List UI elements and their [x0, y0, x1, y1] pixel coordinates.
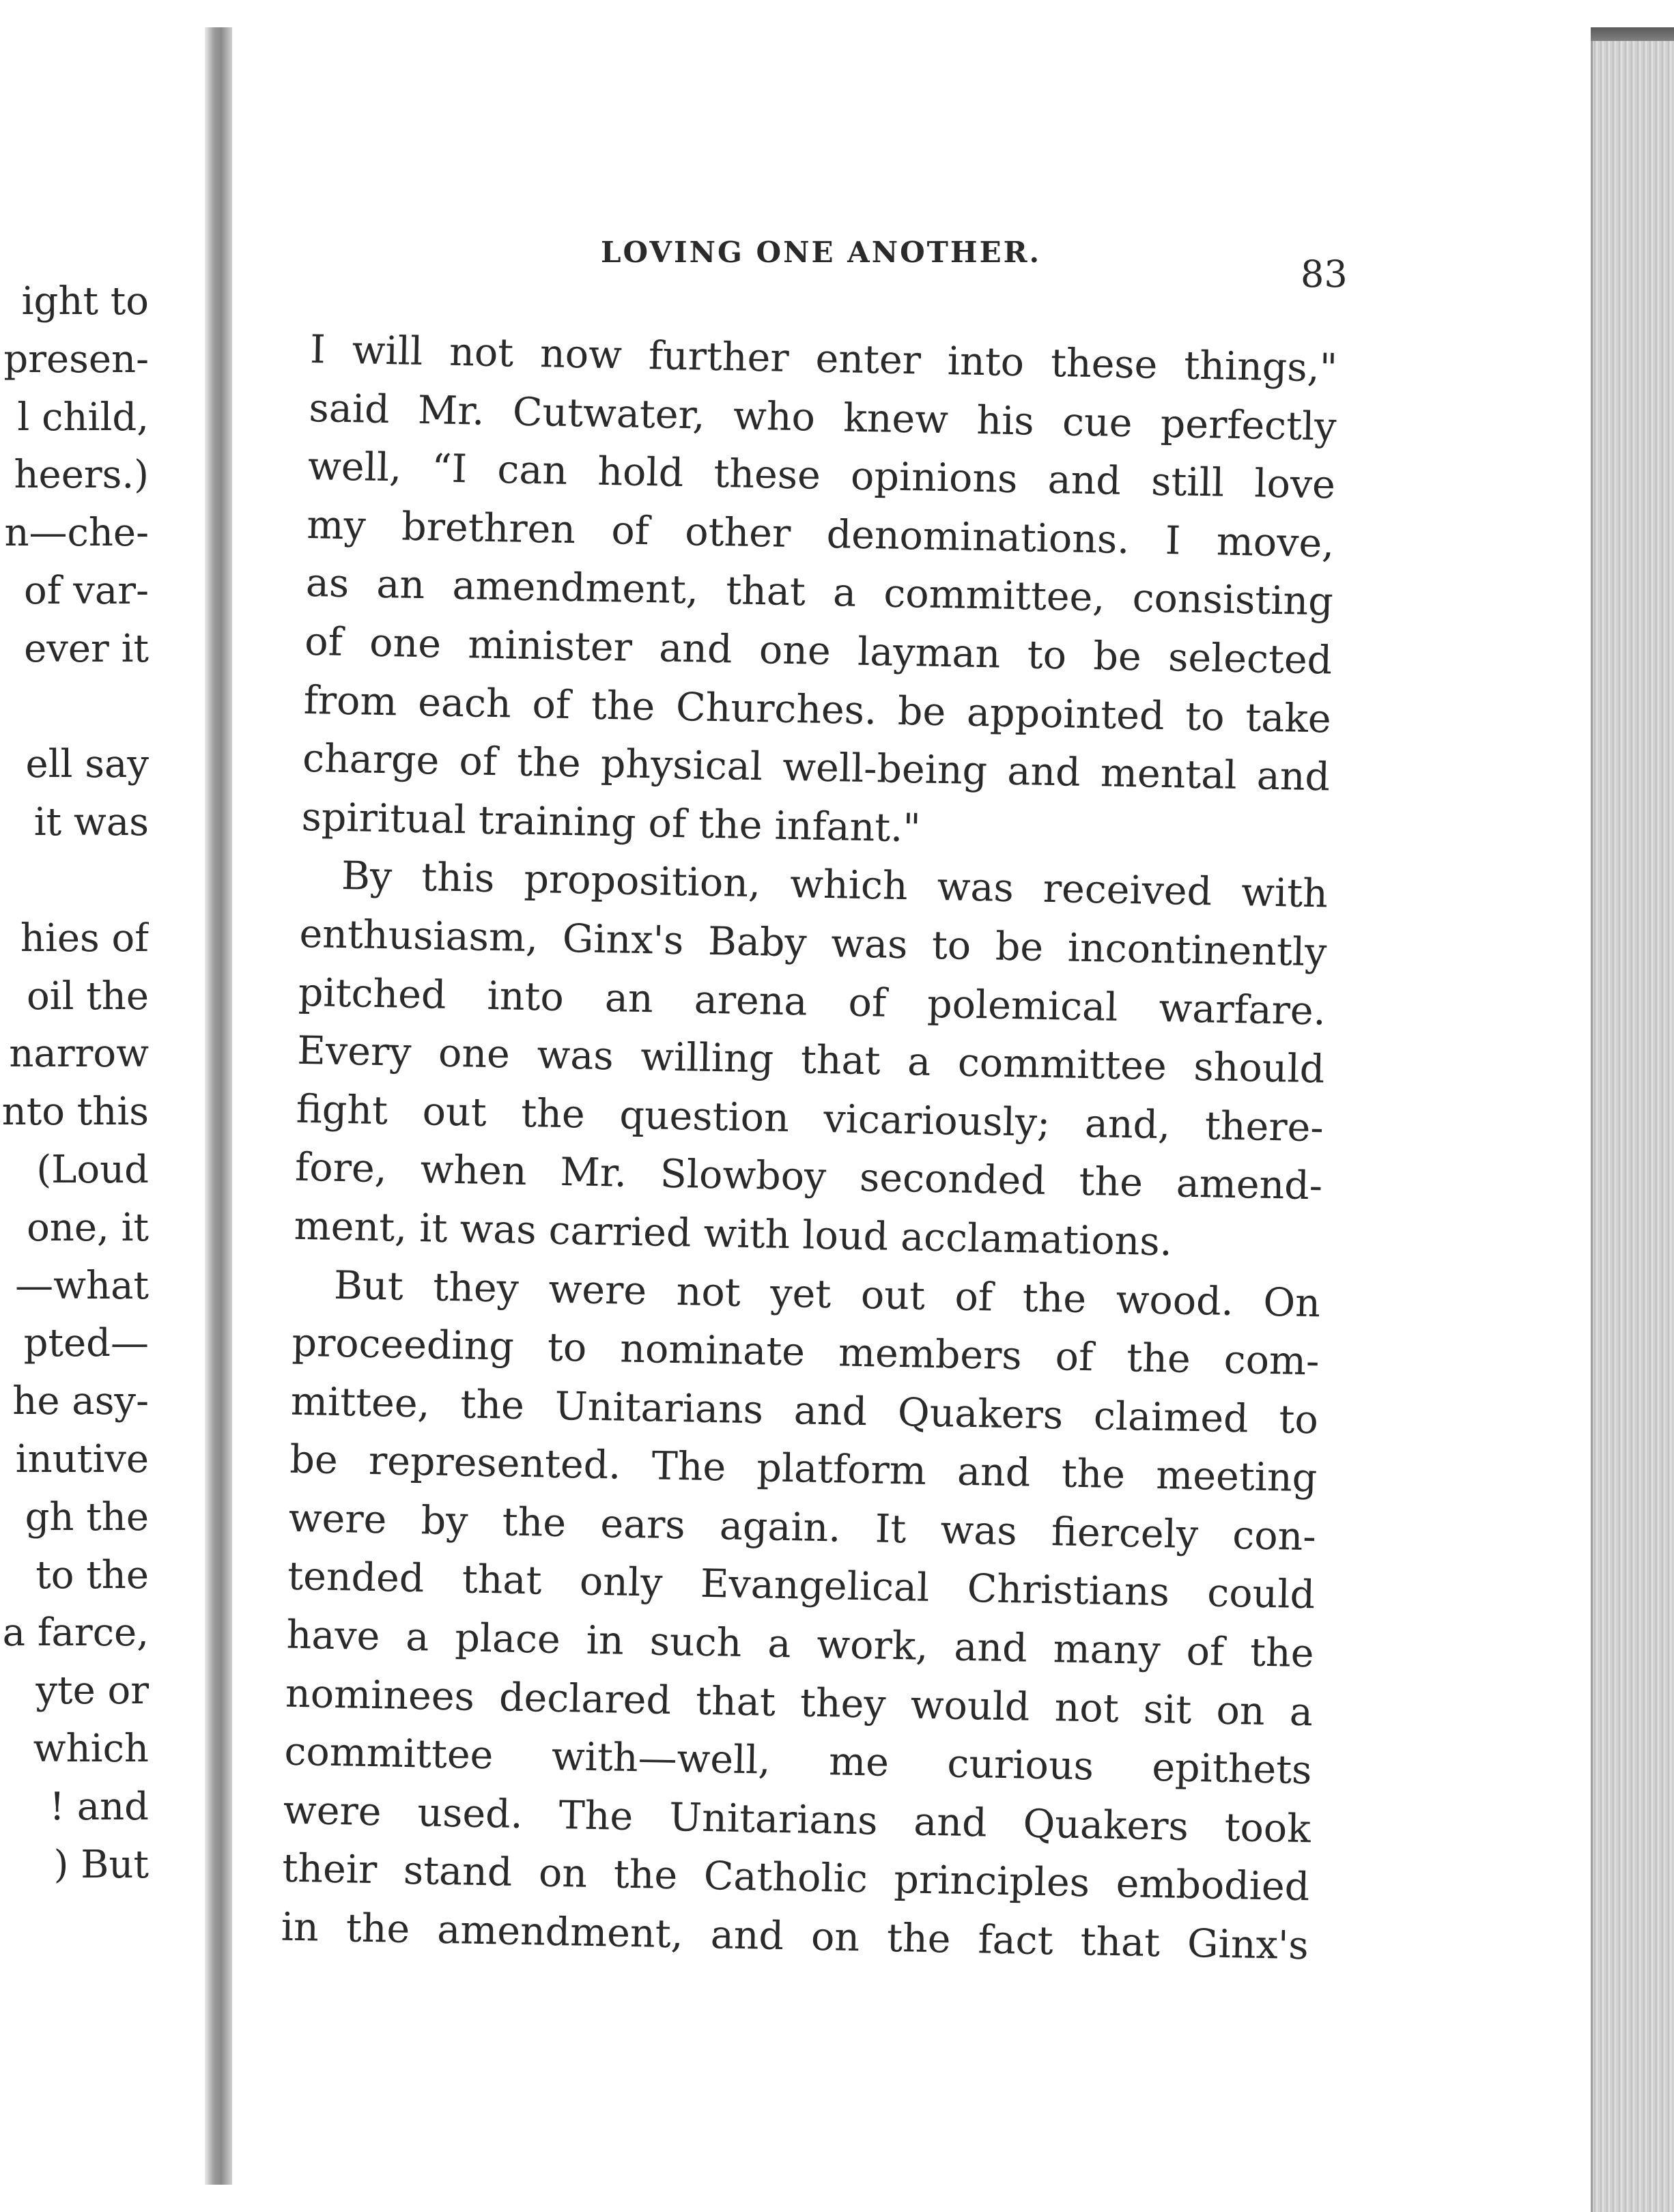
text-line: narrow [9, 1032, 149, 1077]
text-line: to the [36, 1552, 149, 1598]
text-line: well, “I can hold these opinions and still love [307, 444, 1336, 508]
text-line: By this proposition, which was received with [341, 853, 1329, 917]
text-line: committee with—well, me curious epithets [283, 1729, 1312, 1793]
text-line: he asy- [12, 1379, 149, 1424]
text-line: Every one was willing that a committee should [296, 1027, 1325, 1092]
page-body-text [281, 321, 1338, 1976]
text-line: be represented. The platform and the meeting [289, 1437, 1318, 1501]
text-line: (Loud [36, 1147, 149, 1192]
text-line: yte or [36, 1669, 149, 1714]
text-line: enthusiasm, Ginx's Baby was to be incontinently [298, 911, 1327, 976]
text-line: ever it [24, 626, 149, 671]
text-line: from each of the Churches. be appointed to take [303, 677, 1332, 742]
text-line: gh the [25, 1494, 149, 1540]
text-line: my brethren of other denominations. I move, [306, 502, 1335, 567]
text-line: I will not now further enter into these things," [309, 326, 1338, 391]
text-line: spiritual training of the infant." [301, 794, 922, 851]
text-line: nominees declared that they would not sit on a [285, 1671, 1314, 1735]
text-line: inutive [15, 1436, 149, 1481]
text-line: pitched into an arena of polemical warfare. [298, 969, 1327, 1034]
text-line: proceeding to nominate members of the com- [291, 1320, 1320, 1385]
text-line: ! and [49, 1784, 149, 1829]
text-line: presen- [3, 337, 149, 382]
text-line: fore, when Mr. Slowboy seconded the amend- [294, 1145, 1323, 1209]
text-line: hies of [20, 916, 149, 961]
text-line: it was [33, 800, 149, 845]
text-line: were used. The Unitarians and Quakers took [283, 1787, 1311, 1852]
text-line: of one minister and one layman to be selected [304, 619, 1333, 683]
previous-page-text [0, 273, 149, 1894]
text-line: oil the [26, 974, 149, 1019]
text-line: mittee, the Unitarians and Quakers claimed to [290, 1378, 1319, 1443]
text-line: in the amendment, and on the fact that Ginx's [281, 1904, 1309, 1969]
text-line: ment, it was carried with loud acclamations. [294, 1203, 1173, 1265]
text-line: one, it [27, 1205, 149, 1250]
text-line: their stand on the Catholic principles embodied [281, 1846, 1310, 1910]
text-line: But they were not yet out of the wood. On [333, 1262, 1321, 1326]
text-line: ight to [21, 279, 149, 324]
page-top-margin [0, 0, 246, 27]
text-line: —what [15, 1263, 149, 1308]
text-line: said Mr. Cutwater, who knew his cue perfectly [309, 385, 1337, 450]
previous-page-fragment [0, 0, 225, 2212]
text-line: have a place in such a work, and many of the [286, 1612, 1315, 1677]
text-line: ell say [25, 742, 149, 787]
text-line: ) But [53, 1842, 149, 1887]
book-page-edges [1591, 41, 1674, 2212]
text-line: tended that only Evangelical Christians could [287, 1554, 1316, 1618]
text-line-gap [0, 852, 149, 910]
text-line: charge of the physical well-being and mental and [302, 736, 1331, 800]
text-line: heers.) [14, 453, 149, 498]
text-line-gap [0, 679, 149, 737]
text-line: fight out the question vicariously; and, there- [296, 1086, 1324, 1151]
text-line: pted— [23, 1321, 149, 1366]
text-line: of var- [24, 568, 149, 613]
book-gutter-shadow [205, 27, 232, 2185]
text-line: which [33, 1726, 149, 1771]
text-line: were by the ears again. It was fiercely con- [288, 1495, 1317, 1560]
running-head: LOVING ONE ANOTHER. [601, 236, 1042, 269]
text-line: l child, [17, 395, 149, 440]
text-line: as an amendment, that a committee, consisting [305, 561, 1334, 625]
text-line: nto this [1, 1090, 149, 1135]
text-line: a farce, [2, 1611, 149, 1656]
text-line: n—che- [4, 511, 149, 556]
page-number: 83 [1301, 253, 1348, 296]
